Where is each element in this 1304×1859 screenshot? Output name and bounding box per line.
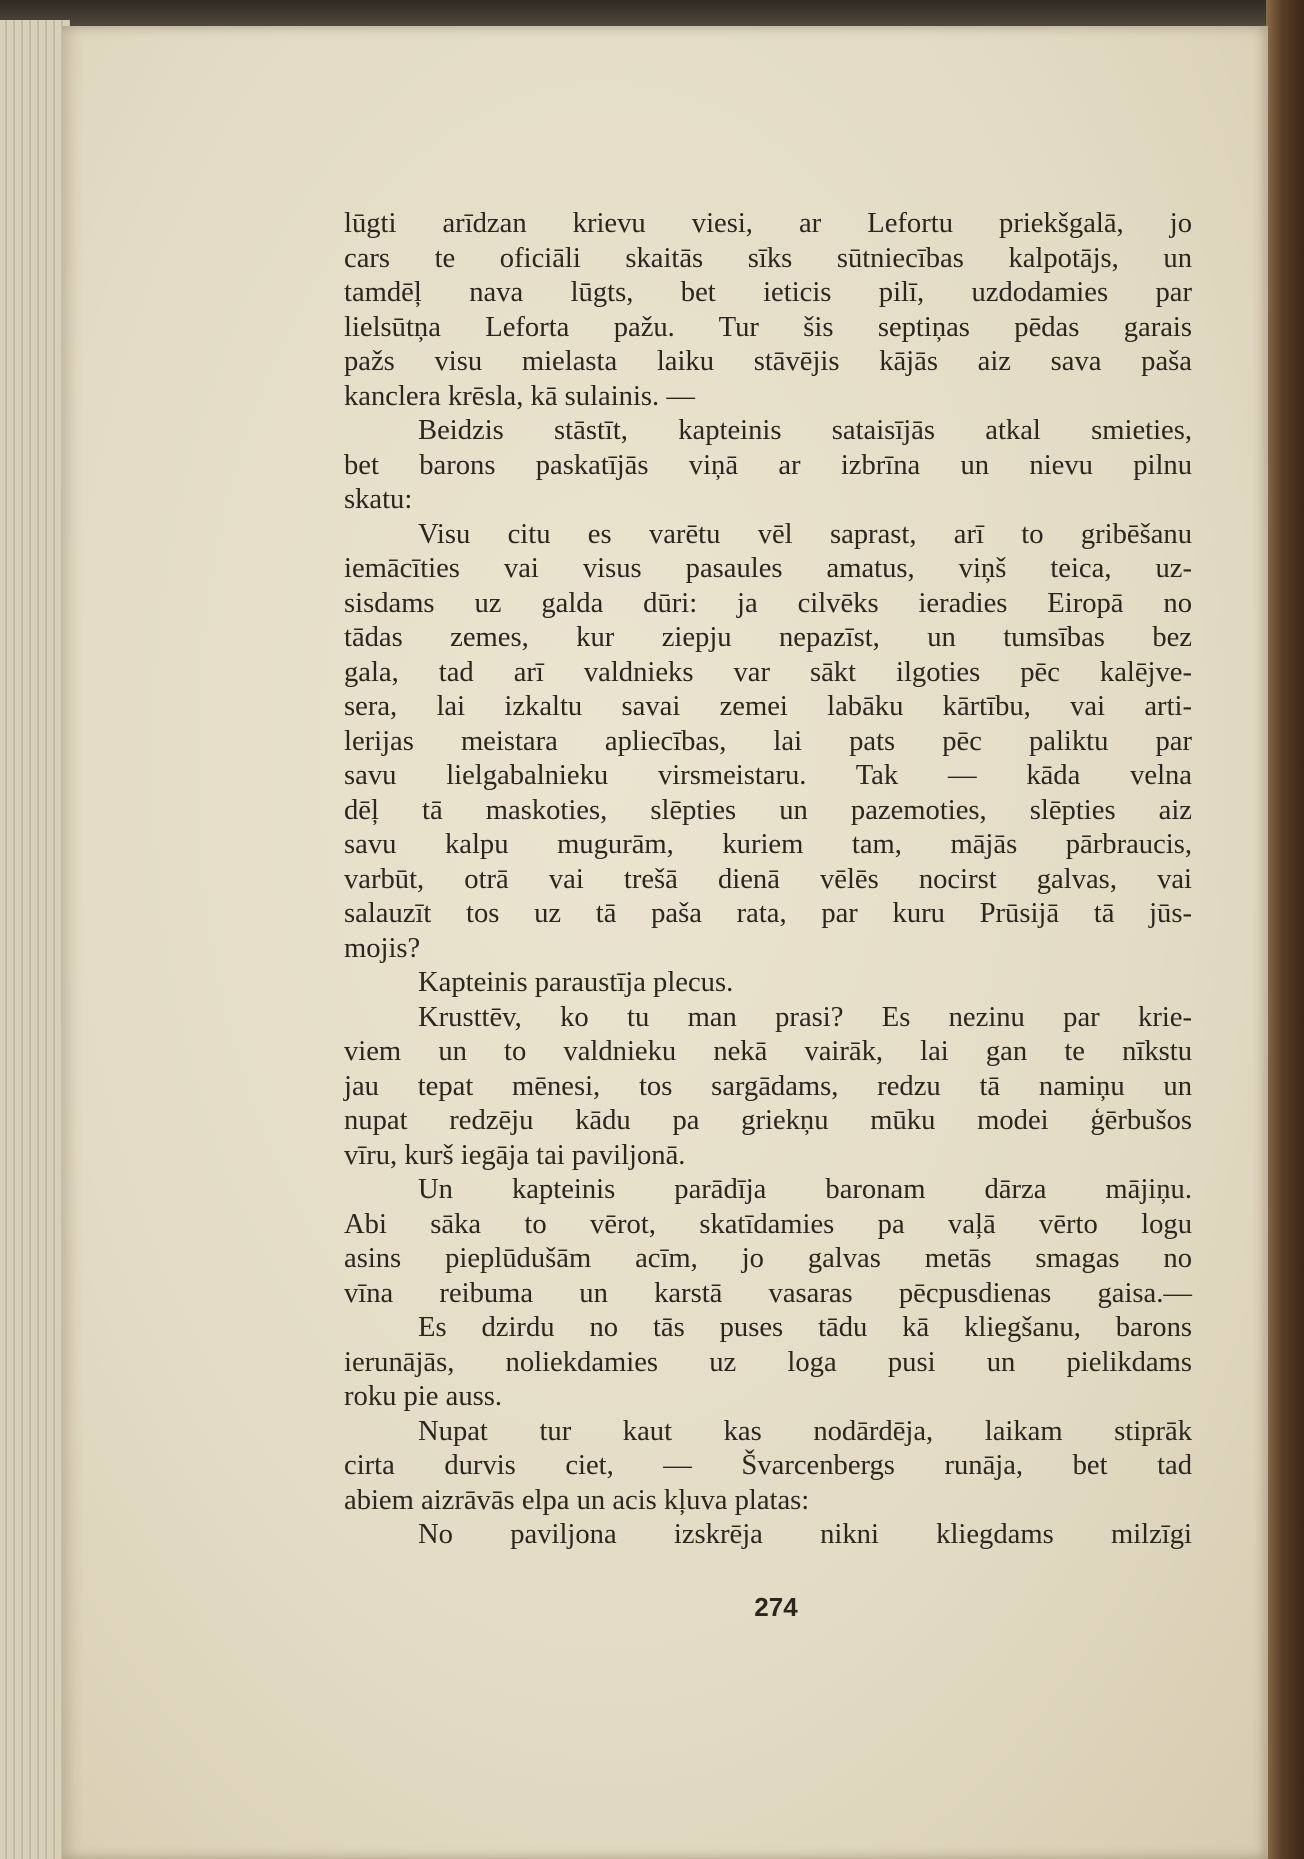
text-line: varbūt, otrā vai trešā dienā vēlēs nocirst galvas, vai: [344, 863, 1192, 895]
text-line: jau tepat mēnesi, tos sargādams, redzu tā namiņu un: [344, 1070, 1192, 1102]
text-line: Es dzirdu no tās puses tādu kā kliegšanu, barons: [418, 1312, 1192, 1343]
text-line: viem un to valdnieku nekā vairāk, lai gan te nīkstu: [344, 1036, 1192, 1067]
text-line: savu lielgabalnieku virsmeistaru. Tak — kāda velna: [344, 760, 1192, 791]
text-line: gala, tad arī valdnieks var sākt ilgoties pēc kalējve-: [344, 656, 1192, 688]
text-line: Beidzis stāstīt, kapteinis sataisījās atkal smieties,: [418, 415, 1192, 446]
text-line: dēļ tā maskoties, slēpties un pazemoties, slēpties aiz: [344, 794, 1192, 826]
text-line: iemācīties vai visus pasaules amatus, viņš teica, uz-: [344, 553, 1192, 584]
text-line: bet barons paskatījās viņā ar izbrīna un nievu pilnu: [344, 449, 1192, 481]
page-body-text: [344, 207, 1192, 1553]
text-line: nupat redzēju kādu pa griekņu mūku modei ģērbušos: [344, 1105, 1192, 1136]
text-line: vīru, kurš iegāja tai paviljonā.: [344, 1139, 686, 1171]
text-line: savu kalpu mugurām, kuriem tam, mājās pārbraucis,: [344, 829, 1192, 860]
text-line: pažs visu mielasta laiku stāvējis kājās aiz sava paša: [344, 346, 1192, 377]
text-line: tādas zemes, kur ziepju nepazīst, un tumsības bez: [344, 622, 1192, 653]
text-line: skatu:: [344, 484, 413, 515]
text-line: salauzīt tos uz tā paša rata, par kuru Prūsijā tā jūs-: [344, 898, 1192, 929]
text-line: Visu citu es varētu vēl saprast, arī to gribēšanu: [418, 518, 1192, 550]
text-line: No paviljona izskrēja nikni kliegdams milzīgi: [418, 1519, 1192, 1550]
text-line: mojis?: [344, 932, 421, 964]
text-line: abiem aizrāvās elpa un acis kļuva platas:: [344, 1484, 810, 1516]
book-right-edge: [1266, 0, 1304, 1859]
text-line: Un kapteinis parādīja baronam dārza mājiņu.: [418, 1174, 1192, 1205]
text-line: ierunājās, noliekdamies uz loga pusi un pielikdams: [344, 1346, 1192, 1378]
text-line: lūgti arīdzan krievu viesi, ar Lefortu priekšgalā, jo: [344, 208, 1192, 239]
text-line: lerijas meistara apliecības, lai pats pēc paliktu par: [344, 725, 1192, 757]
text-line: lielsūtņa Leforta pažu. Tur šis septiņas pēdas garais: [344, 311, 1192, 343]
text-line: vīna reibuma un karstā vasaras pēcpusdienas gaisa.—: [344, 1277, 1192, 1309]
text-line: kanclera krēsla, kā sulainis. —: [344, 380, 695, 412]
text-line: Nupat tur kaut kas nodārdēja, laikam stiprāk: [418, 1415, 1192, 1447]
text-line: asins pieplūdušām acīm, jo galvas metās smagas no: [344, 1243, 1192, 1274]
stacked-page-edges: [0, 20, 70, 1859]
text-line: cars te oficiāli skaitās sīks sūtniecības kalpotājs, un: [344, 242, 1192, 274]
text-line: sisdams uz galda dūri: ja cilvēks ieradies Eiropā no: [344, 587, 1192, 619]
text-line: Krusttēv, ko tu man prasi? Es nezinu par krie-: [418, 1001, 1192, 1033]
text-line: cirta durvis ciet, — Švarcenbergs runāja, bet tad: [344, 1450, 1192, 1481]
text-line: Kapteinis paraustīja plecus.: [418, 967, 734, 998]
page-number: 274: [754, 1592, 798, 1622]
text-line: sera, lai izkaltu savai zemei labāku kārtību, vai arti-: [344, 691, 1192, 722]
text-line: tamdēļ nava lūgts, bet ieticis pilī, uzdodamies par: [344, 277, 1192, 308]
text-line: Abi sāka to vērot, skatīdamies pa vaļā vērto logu: [344, 1208, 1192, 1240]
text-line: roku pie auss.: [344, 1381, 503, 1412]
